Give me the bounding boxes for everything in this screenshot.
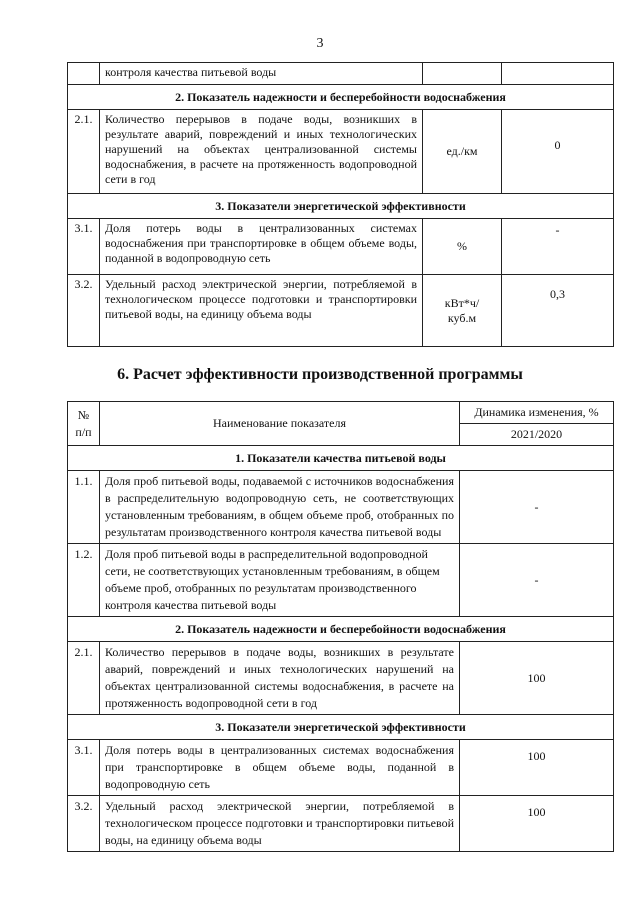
row-unit: ед./км — [423, 110, 502, 194]
indicators-table — [67, 62, 614, 347]
row-number: 3.2. — [68, 796, 100, 852]
unit-line: кВт*ч/ — [444, 295, 480, 310]
section-row — [68, 85, 614, 110]
row-number: 3.1. — [68, 740, 100, 796]
section-row — [68, 194, 614, 219]
row-number: 2.1. — [68, 642, 100, 715]
row-value: - — [502, 219, 614, 275]
row-number: 1.1. — [68, 471, 100, 544]
row-value: - — [460, 544, 614, 617]
table-row — [68, 219, 614, 275]
row-value: 100 — [460, 740, 614, 796]
efficiency-table — [67, 401, 614, 852]
section-title: 3. Показатели энергетической эффективности — [68, 194, 614, 219]
section-title: 2. Показатель надежности и бесперебойности водоснабжения — [68, 617, 614, 642]
row-number: 3.1. — [68, 219, 100, 275]
section-title: 2. Показатель надежности и бесперебойности водоснабжения — [68, 85, 614, 110]
row-text: Количество перерывов в подаче воды, возникших в результате аварий, повреждений и иных технологических нарушений на объектах централизованной системы водоснабжения, в расчете на протяженность водопроводной сети в год — [100, 110, 423, 194]
row-text: Доля потерь воды в централизованных системах водоснабжения при транспортировке в общем объеме воды, поданной в водопроводную сеть — [100, 219, 423, 275]
row-number: 2.1. — [68, 110, 100, 194]
row-value: 0,3 — [502, 275, 614, 347]
row-number: 3.2. — [68, 275, 100, 347]
section-row — [68, 446, 614, 471]
name-header: Наименование показателя — [100, 402, 460, 446]
table-row — [68, 275, 614, 347]
section-row — [68, 617, 614, 642]
number-header — [68, 402, 100, 446]
section-title: 3. Показатели энергетической эффективности — [68, 715, 614, 740]
table-row — [68, 740, 614, 796]
row-text: Количество перерывов в подаче воды, возникших в результате аварий, повреждений и иных технологических нарушений на объектах централизованной системы водоснабжения, в расчете на протяженность водопроводной сети в год — [100, 642, 460, 715]
table-row — [68, 796, 614, 852]
row-text: Удельный расход электрической энергии, потребляемой в технологическом процессе подготовки и транспортировки питьевой воды, на единицу объема воды — [100, 796, 460, 852]
row-number: 1.2. — [68, 544, 100, 617]
table-row — [68, 110, 614, 194]
unit-line: куб.м — [447, 310, 477, 325]
row-text: Удельный расход электрической энергии, потребляемой в технологическом процессе подготовки и транспортировки питьевой воды, на единицу объема воды — [100, 275, 423, 347]
row-unit — [423, 275, 502, 347]
row-text: Доля потерь воды в централизованных системах водоснабжения при транспортировке в общем объеме воды, поданной в водопроводную сеть — [100, 740, 460, 796]
table-row — [68, 63, 614, 85]
row-unit: % — [423, 219, 502, 275]
row-text: Доля проб питьевой воды в распределительной водопроводной сети, не соответствующих установленным требованиям, в общем объеме проб, отобранных по результатам производственного контроля качества питьевой воды — [100, 544, 460, 617]
section-heading: 6. Расчет эффективности производственной программы — [117, 366, 523, 383]
section-title: 1. Показатели качества питьевой воды — [68, 446, 614, 471]
row-value: 0 — [502, 110, 614, 194]
dynamics-header: Динамика изменения, % — [460, 402, 614, 424]
row-value: 100 — [460, 642, 614, 715]
table-row — [68, 642, 614, 715]
row-value: 100 — [460, 796, 614, 852]
header-line: п/п — [75, 424, 92, 439]
header-line: № — [77, 407, 90, 422]
period-header: 2021/2020 — [460, 424, 614, 446]
table-row — [68, 471, 614, 544]
header-row — [68, 402, 614, 424]
section-row — [68, 715, 614, 740]
row-text: Доля проб питьевой воды, подаваемой с источников водоснабжения в распределительную водопроводную сеть, не соответствующих установленным требованиям, в общем объеме проб, отобранных по результатам производственного контроля качества питьевой воды — [100, 471, 460, 544]
page-number: 3 — [316, 36, 324, 51]
table-row — [68, 544, 614, 617]
row-value: - — [460, 471, 614, 544]
row-text: контроля качества питьевой воды — [100, 63, 423, 85]
